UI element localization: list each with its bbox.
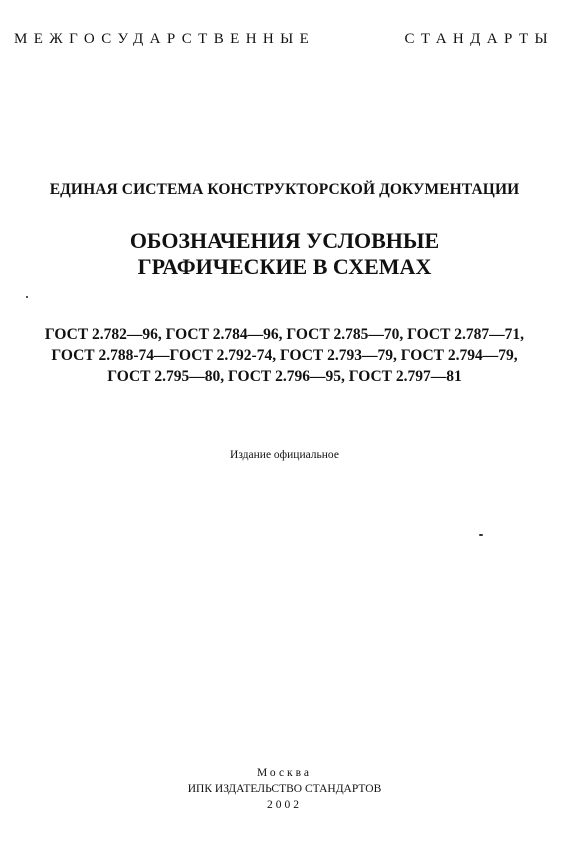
imprint-city: Москва [256,767,313,779]
edition-note: Издание официальное [230,449,339,461]
series-header [14,31,554,53]
gost-list [0,324,569,387]
imprint-publisher: ИПК ИЗДАТЕЛЬСТВО СТАНДАРТОВ [187,783,382,795]
gost-line-1: ГОСТ 2.782—96, ГОСТ 2.784—96, ГОСТ 2.785—70, ГОСТ 2.787—71, [44,326,525,343]
gost-line-3: ГОСТ 2.795—80, ГОСТ 2.796—95, ГОСТ 2.797—81 [107,368,462,385]
imprint [0,765,569,813]
document-title [0,228,569,280]
print-speck [26,296,28,298]
series-header-right: СТАНДАРТЫ [404,31,554,47]
print-speck [479,534,483,536]
document-title-line-1: ОБОЗНАЧЕНИЯ УСЛОВНЫЕ [129,228,440,253]
imprint-year: 2002 [267,799,302,811]
system-title: ЕДИНАЯ СИСТЕМА КОНСТРУКТОРСКОЙ ДОКУМЕНТАЦИИ [49,181,520,198]
series-header-left: МЕЖГОСУДАРСТВЕННЫЕ [14,31,316,47]
document-title-line-2: ГРАФИЧЕСКИЕ В СХЕМАХ [137,254,432,279]
gost-line-2: ГОСТ 2.788-74—ГОСТ 2.792-74, ГОСТ 2.793—79, ГОСТ 2.794—79, [51,347,518,364]
